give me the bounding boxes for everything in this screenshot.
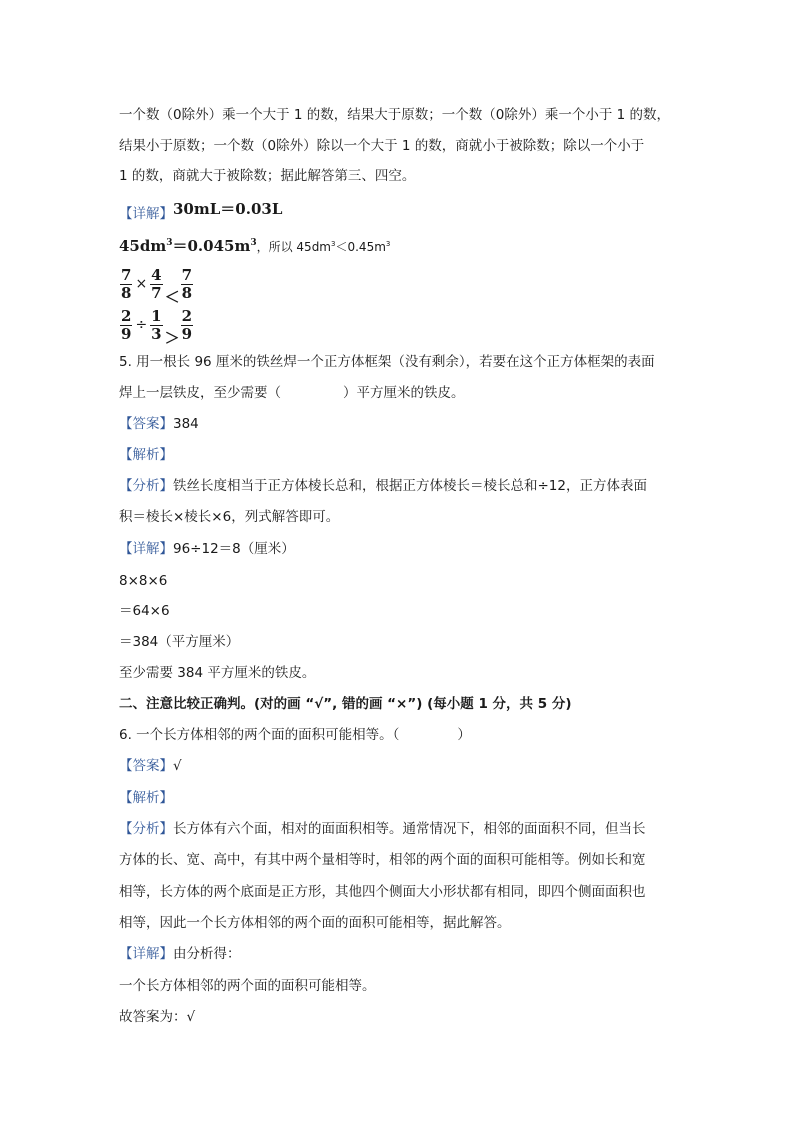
fraction: $\frac{1}{3}$ xyxy=(151,306,162,343)
fenxi-label: 【分析】 xyxy=(119,821,173,837)
detail-label: 【详解】 xyxy=(119,541,173,557)
q5-answer xyxy=(119,415,199,433)
q6-detail-line-1: 【详解】由分析得： xyxy=(119,946,241,962)
detail-label: 【详解】 xyxy=(119,206,173,222)
fraction: $\frac{7}{8}$ xyxy=(121,265,132,302)
intro-line-2: 结果小于原数；一个数（0除外）除以一个大于 1 的数，商就小于被除数；除以一个小于 xyxy=(119,138,645,154)
q5-detail-line-2: 8×8×6 xyxy=(119,573,168,589)
detail-line-ml xyxy=(119,200,282,223)
q5-detail-line-5: 至少需要 384 平方厘米的铁皮。 xyxy=(119,665,316,681)
q5-fenxi-line-2: 积＝棱长×棱长×6，列式解答即可。 xyxy=(119,509,340,525)
q5-detail-line-1: 【详解】96÷12＝8（厘米） xyxy=(119,541,295,557)
q6-fenxi-line-4: 相等，因此一个长方体相邻的两个面的面积可能相等，据此解答。 xyxy=(119,915,511,931)
section-2-title: 二、注意比较正确判。(对的画 “√”, 错的画 “×”) (每小题 1 分，共 5 分) xyxy=(119,696,572,712)
q6-detail-line-3: 故答案为：√ xyxy=(119,1009,196,1025)
equation-dm3-to-m3: $45dm^3=0.045m^3$ xyxy=(119,237,257,255)
multiply-sign: × xyxy=(135,276,148,292)
answer-label: 【答案】 xyxy=(119,758,173,774)
q5-detail-line-3: ＝64×6 xyxy=(119,603,170,619)
q6-fenxi-line-1: 【分析】长方体有六个面，相对的面面积相等。通常情况下，相邻的面面积不同，但当长 xyxy=(119,821,646,837)
fraction: $\frac{7}{8}$ xyxy=(181,265,193,302)
answer-value: √ xyxy=(173,758,182,774)
greater-than-sign: ＞ xyxy=(164,329,180,347)
intro-line-1: 一个数（0除外）乘一个大于 1 的数，结果大于原数；一个数（0除外）乘一个小于 1 的数， xyxy=(119,107,671,123)
detail-label: 【详解】 xyxy=(119,946,173,962)
less-than-sign: ＜ xyxy=(164,288,180,306)
fraction: $\frac{2}{9}$ xyxy=(181,306,193,343)
q5-fenxi-line-1: 【分析】铁丝长度相当于正方体棱长总和，根据正方体棱长＝棱长总和÷12，正方体表面 xyxy=(119,478,647,494)
q5-analysis-label: 【解析】 xyxy=(119,447,173,463)
q6-answer xyxy=(119,757,182,775)
q5-detail-line-4: ＝384（平方厘米） xyxy=(119,634,240,650)
q6-analysis-label: 【解析】 xyxy=(119,790,173,806)
fraction: $\frac{4}{7}$ xyxy=(151,265,162,302)
answer-label: 【答案】 xyxy=(119,416,173,432)
detail-line-dm3 xyxy=(119,234,390,256)
equation-ml-to-l: 30mL＝0.03L xyxy=(173,200,283,218)
q5-line-2: 焊上一层铁皮，至少需要（ ）平方厘米的铁皮。 xyxy=(119,385,465,401)
fraction: $\frac{2}{9}$ xyxy=(121,306,132,343)
comparison-text: ，所以 $45dm^3<0.45m^3$ xyxy=(256,240,391,254)
answer-value: 384 xyxy=(173,416,199,432)
q6-detail-line-2: 一个长方体相邻的两个面的面积可能相等。 xyxy=(119,978,376,994)
q6-line-1: 6. 一个长方体相邻的两个面的面积可能相等。（ ） xyxy=(119,727,471,743)
intro-line-3: 1 的数，商就大于被除数；据此解答第三、四空。 xyxy=(119,168,416,184)
fenxi-label: 【分析】 xyxy=(119,478,173,494)
q5-line-1: 5. 用一根长 96 厘米的铁丝焊一个正方体框架（没有剩余），若要在这个正方体框架的表面 xyxy=(119,354,655,370)
fraction-row-divide xyxy=(119,306,194,357)
divide-sign: ÷ xyxy=(135,317,148,333)
q6-fenxi-line-2: 方体的长、宽、高中，有其中两个量相等时，相邻的两个面的面积可能相等。例如长和宽 xyxy=(119,852,646,868)
q6-fenxi-line-3: 相等，长方体的两个底面是正方形，其他四个侧面大小形状都有相同，即四个侧面面积也 xyxy=(119,884,646,900)
